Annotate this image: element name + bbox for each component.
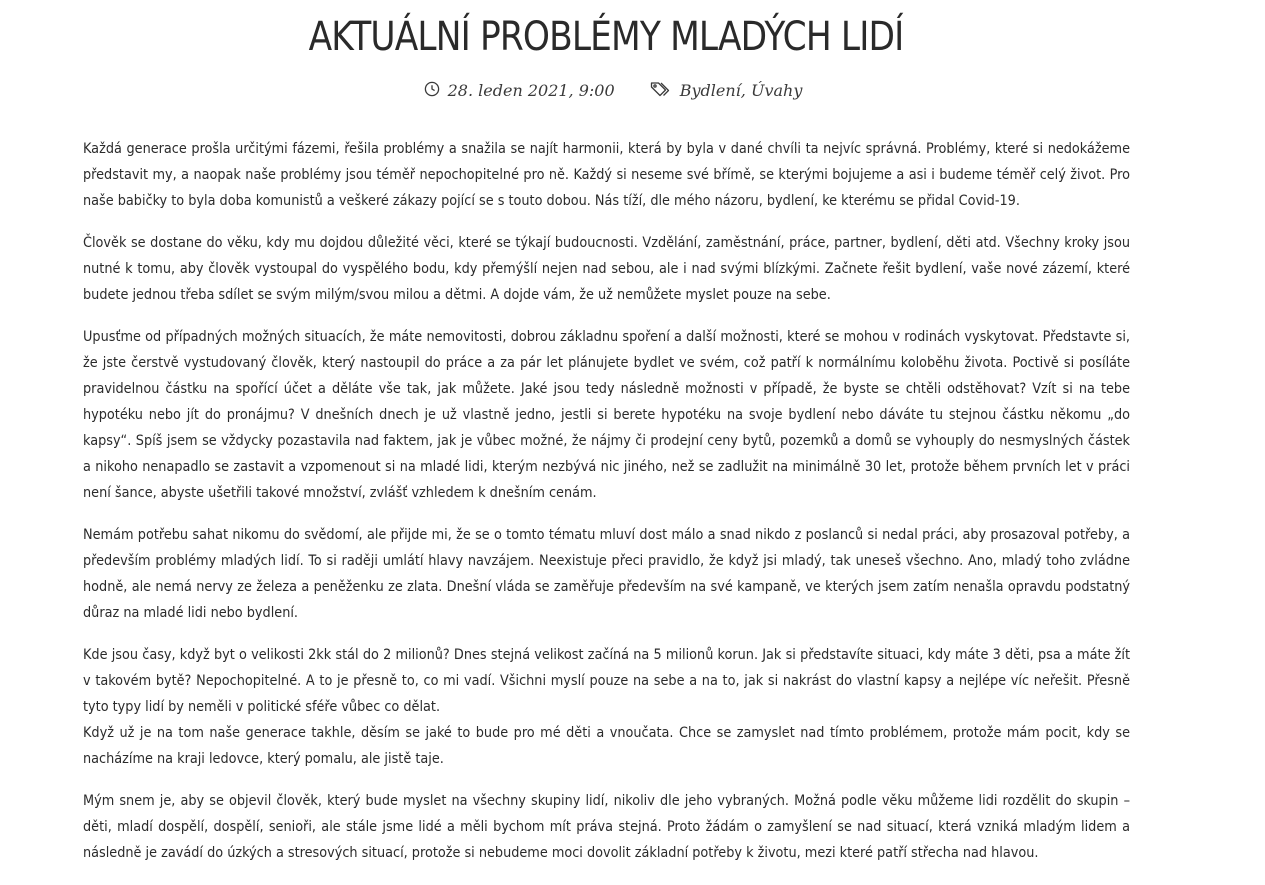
post-date-text: 28. leden 2021, 9:00 xyxy=(447,81,615,100)
post-categories-text[interactable]: Bydlení, Úvahy xyxy=(679,81,803,100)
paragraph: Kde jsou časy, když byt o velikosti 2kk stál do 2 milionů? Dnes stejná velikost začíná na 5 milionů korun. Jak si představíte situaci, kdy máte 3 děti, psa a máte žít v takovém bytě? Nepochopitelné. A to je přesně to, co mi vadí. Všichni myslí pouze na sebe a na to, jak si nakrást do vlastní kapsy a nejlépe víc neřešit. Přesně tyto typy lidí by neměli v politické sféře vůbec co dělat. Když už je na tom naše generace takhle, děsím se jaké to bude pro mé děti a vnoučata. Chce se zamyslet nad tímto problémem, protože mám pocit, kdy se nacházíme na kraji ledovce, který pomalu, ale jistě taje. xyxy=(83,647,1130,767)
page-title: AKTUÁLNÍ PROBLÉMY MLADÝCH LIDÍ xyxy=(308,14,904,60)
tags-icon xyxy=(650,81,680,101)
clock-icon xyxy=(424,81,448,101)
paragraph: Upusťme od případných možných situacích, že máte nemovitosti, dobrou základnu spoření a další možnosti, které se mohou v rodinách vyskytovat. Představte si, že jste čerstvě vystudovaný člověk, který nastoupil do práce a za pár let plánujete bydlet ve svém, což patří k normálnímu koloběhu života. Poctivě si posíláte pravidelnou částku na spořící účet a děláte vše tak, jak můžete. Jaké jsou tedy následně možnosti v případě, že byste se chtěli odstěhovat? Vzít si na tebe hypotéku nebo jít do pronájmu? V dnešních dnech je už vlastně jedno, jestli si berete hypotéku na svoje bydlení nebo dáváte tu stejnou částku někomu „do kapsy“. Spíš jsem se vždycky pozastavila nad faktem, jak je vůbec možné, že nájmy či prodejní ceny bytů, pozemků a domů se vyhouply do nesmyslných částek a nikoho nenapadlo se zastavit a vzpomenout si na mladé lidi, kterým nezbývá nic jiného, než se zadlužit na minimálně 30 let, protože během prvních let v práci není šance, abyste ušetřili takové množství, zvlášť vzhledem k dnešním cenám. xyxy=(83,329,1130,501)
paragraph: Nemám potřebu sahat nikomu do svědomí, ale přijde mi, že se o tomto tématu mluví dost málo a snad nikdo z poslanců si nedal práci, aby prosazoval potřeby, a především problémy mladých lidí. To si raději umlátí hlavy navzájem. Neexistuje přeci pravidlo, že když jsi mladý, tak uneseš všechno. Ano, mladý toho zvládne hodně, ale nemá nervy ze železa a peněženku ze zlata. Dnešní vláda se zaměřuje především na své kampaně, ve kterých jsem zatím nenašla opravdu podstatný důraz na mladé lidi nebo bydlení. xyxy=(83,527,1130,621)
post-date xyxy=(424,81,615,101)
paragraph: Mým snem je, aby se objevil člověk, který bude myslet na všechny skupiny lidí, nikoliv dle jeho vybraných. Možná podle věku můžeme lidi rozdělit do skupin – děti, mladí dospělí, dospělí, senioři, ale stále jsme lidé a měli bychom mít práva stejná. Proto žádám o zamyšlení se nad situací, která vzniká mladým lidem a následně je zavádí do úzkých a stresových situací, protože si nebudeme moci dovolit základní potřeby k životu, mezi které patří střecha nad hlavou. xyxy=(83,793,1130,861)
paragraph: Člověk se dostane do věku, kdy mu dojdou důležité věci, které se týkají budoucnosti. Vzdělání, zaměstnání, práce, partner, bydlení, děti atd. Všechny kroky jsou nutné k tomu, aby člověk vystoupal do vyspělého bodu, kdy přemýšlí nejen nad sebou, ale i nad svými blízkými. Začnete řešit bydlení, vaše nové zázemí, které budete jednou třeba sdílet se svým milým/svou milou a dětmi. A dojde vám, že už nemůžete myslet pouze na sebe. xyxy=(83,235,1130,303)
post-meta xyxy=(0,80,1226,101)
paragraph: Každá generace prošla určitými fázemi, řešila problémy a snažila se najít harmonii, která by byla v dané chvíli ta nejvíc správná. Problémy, které si nedokážeme představit my, a naopak naše problémy jsou téměř nepochopitelné pro ně. Každý si neseme své břímě, se kterými bojujeme a asi i budeme téměř celý život. Pro naše babičky to byla doba komunistů a veškeré zákazy pojící se s touto dobou. Nás tíží, dle mého názoru, bydlení, ke kterému se přidal Covid-19. xyxy=(83,141,1130,209)
post-categories[interactable] xyxy=(650,81,803,101)
article-body xyxy=(83,136,1130,882)
